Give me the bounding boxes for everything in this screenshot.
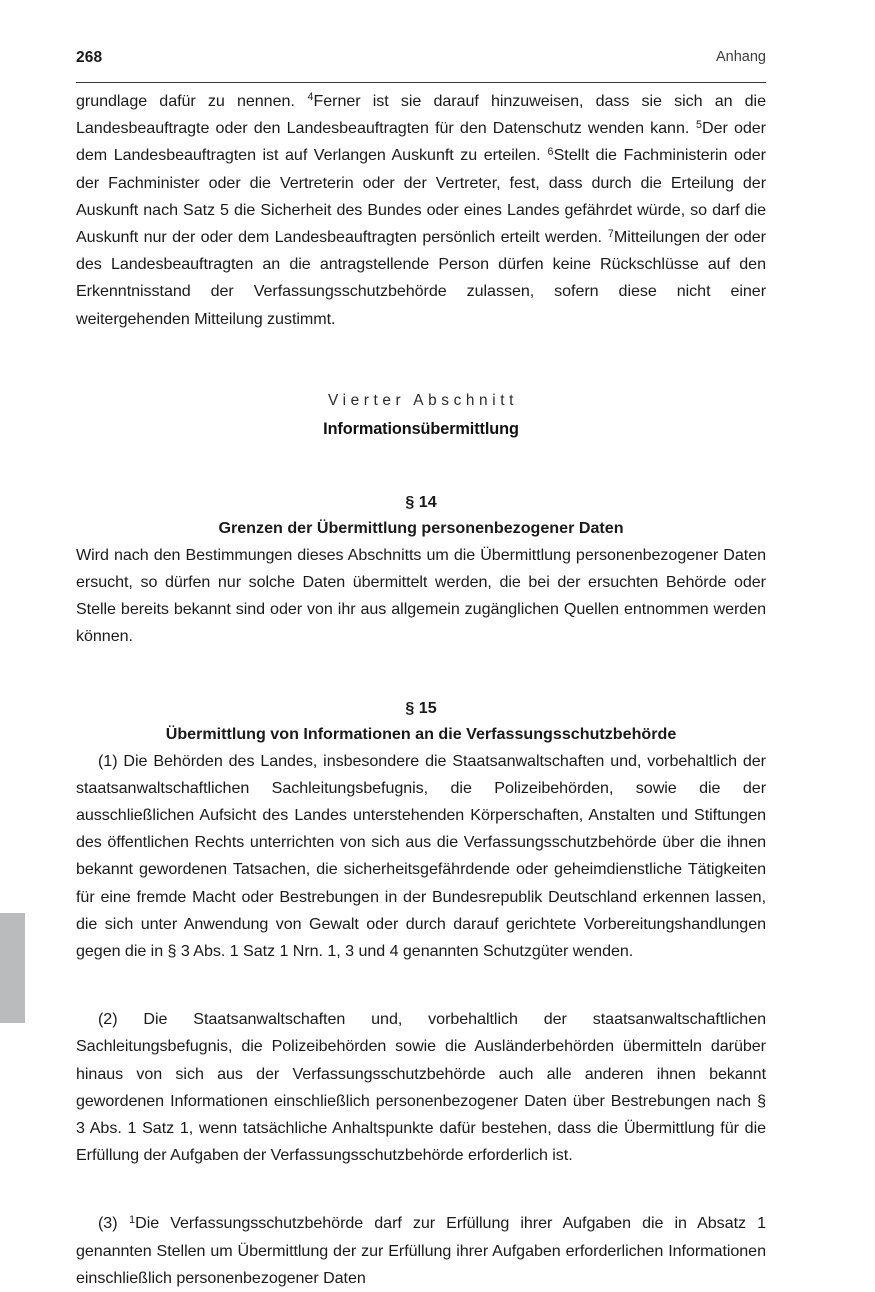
spacer-before-15: [76, 651, 766, 678]
spacer-absatz-2-3b: [76, 1194, 766, 1210]
absatz3-seg-0: (3): [98, 1214, 129, 1233]
paragraph-14-number: § 14: [405, 492, 437, 511]
paragraph-15-heading: Übermittlung von Informationen an die Verfassungsschutzbehörde: [165, 724, 677, 743]
footnote-marker-6: 6: [547, 145, 554, 158]
spacer-before-section: [76, 333, 766, 360]
cont-seg-6: Stellt die Fachministerin oder der Fachminister oder die Vertreterin oder der Vertreter, fest, dass durch die Erteilung der Auskunft nach Satz 5 die Sicherheit des Bundes oder eines Landes gefährdet würde, so darf die Auskunft nur der oder dem Landesbeauftragten persönlich erteilt werden.: [76, 146, 766, 247]
cont-seg-8: Mitteilungen der oder des Landesbeauftragten an die antragstellende Person dürfen keine Rückschlüsse auf den Erkenntnisstand der Verfassungsschutzbehörde zulassen, sofern diese nicht einer weitergehenden Mitteilung zustimmt.: [76, 228, 766, 328]
spacer-absatz-2-3: [76, 1169, 766, 1194]
section-label: Vierter Abschnitt: [328, 391, 518, 409]
paragraph-15-number: § 15: [405, 698, 437, 717]
spacer-after-section: [76, 444, 766, 471]
cont-seg-0: grundlage dafür zu nennen.: [76, 92, 307, 110]
spacer-before-15-2: [76, 678, 766, 695]
running-head-title: Anhang: [716, 49, 766, 65]
thumb-tab-marker: [0, 913, 25, 1023]
absatz3-seg-2: Die Verfassungsschutzbehörde darf zur Erfüllung ihrer Aufgaben die in Absatz 1 genannten Stellen um Übermittlung der zur Erfüllung ihrer Aufgaben erforderlichen Informationen einschließlich personenbezogener Daten: [76, 1214, 766, 1287]
paragraph-15-absatz-2: (2) Die Staatsanwaltschaften und, vorbehaltlich der staatsanwaltschaftlichen Sachleitungsbefugnis, die Polizeibehörden sowie die Ausländerbehörden übermitteln darüber hinaus von sich aus der Verfassungsschutzbehörde auch alle anderen ihnen bekannt gewordenen Informationen einschließlich personenbezogener Daten über Bestrebungen nach § 3 Abs. 1 Satz 1, wenn tatsächliche Anhaltspunkte dafür bestehen, dass die Übermittlung für die Erfüllung der Aufgaben der Verfassungsschutzbehörde erforderlich ist.: [76, 1010, 766, 1165]
continued-paragraph: [76, 88, 766, 333]
running-head: [76, 50, 766, 83]
spacer-absatz-1-2: [76, 965, 766, 990]
cont-seg-2: Ferner ist sie darauf hinzuweisen, dass sie sich an die Landesbeauftragte oder den Landesbeauftragten für den Datenschutz wenden kann.: [76, 92, 766, 138]
spacer-after-section-2: [76, 471, 766, 489]
paragraph-14-heading: Grenzen der Übermittlung personenbezogener Daten: [218, 518, 624, 537]
footnote-marker-5: 5: [695, 118, 702, 131]
footnote-marker-1: 1: [129, 1213, 135, 1226]
paragraph-15-absatz-1: (1) Die Behörden des Landes, insbesondere die Staatsanwaltschaften und, vorbehaltlich der staatsanwaltschaftlichen Sachleitungsbefugnis, die Polizeibehörden, sowie die der ausschließlichen Aufsicht des Landes unterstehenden Körperschaften, Anstalten und Stiftungen des öffentlichen Rechts unterrichten von sich aus die Verfassungsschutzbehörde über die ihnen bekannt gewordenen Tatsachen, die sicherheitsgefährdende oder geheimdienstliche Tätigkeiten für eine fremde Macht oder Bestrebungen in der Bundesrepublik Deutschland erkennen lassen, die sich unter Anwendung von Gewalt oder durch darauf gerichtete Vorbereitungshandlungen gegen die in § 3 Abs. 1 Satz 1 Nrn. 1, 3 und 4 genannten Schutzgüter wenden.: [76, 751, 766, 961]
paragraph-15-absatz-3: [76, 1210, 766, 1292]
footnote-marker-7: 7: [607, 227, 614, 240]
paragraph-14-text: Wird nach den Bestimmungen dieses Abschnitts um die Übermittlung personenbezogener Daten ersucht, so dürfen nur solche Daten übermittelt werden, die bei der ersuchten Behörde oder Stelle bereits bekannt sind oder von ihr aus allgemein zugänglichen Quellen entnommen werden können.: [76, 545, 766, 646]
text-column: [76, 88, 766, 1292]
spacer-absatz-1-2b: [76, 990, 766, 1006]
section-title: Informationsübermittlung: [323, 419, 519, 438]
page-number: 268: [76, 49, 103, 66]
cont-seg-4: Der oder dem Landesbeauftragten ist auf Verlangen Auskunft zu erteilen.: [76, 119, 766, 165]
spacer-before-section-2: [76, 360, 766, 387]
footnote-marker-4: 4: [307, 91, 314, 104]
